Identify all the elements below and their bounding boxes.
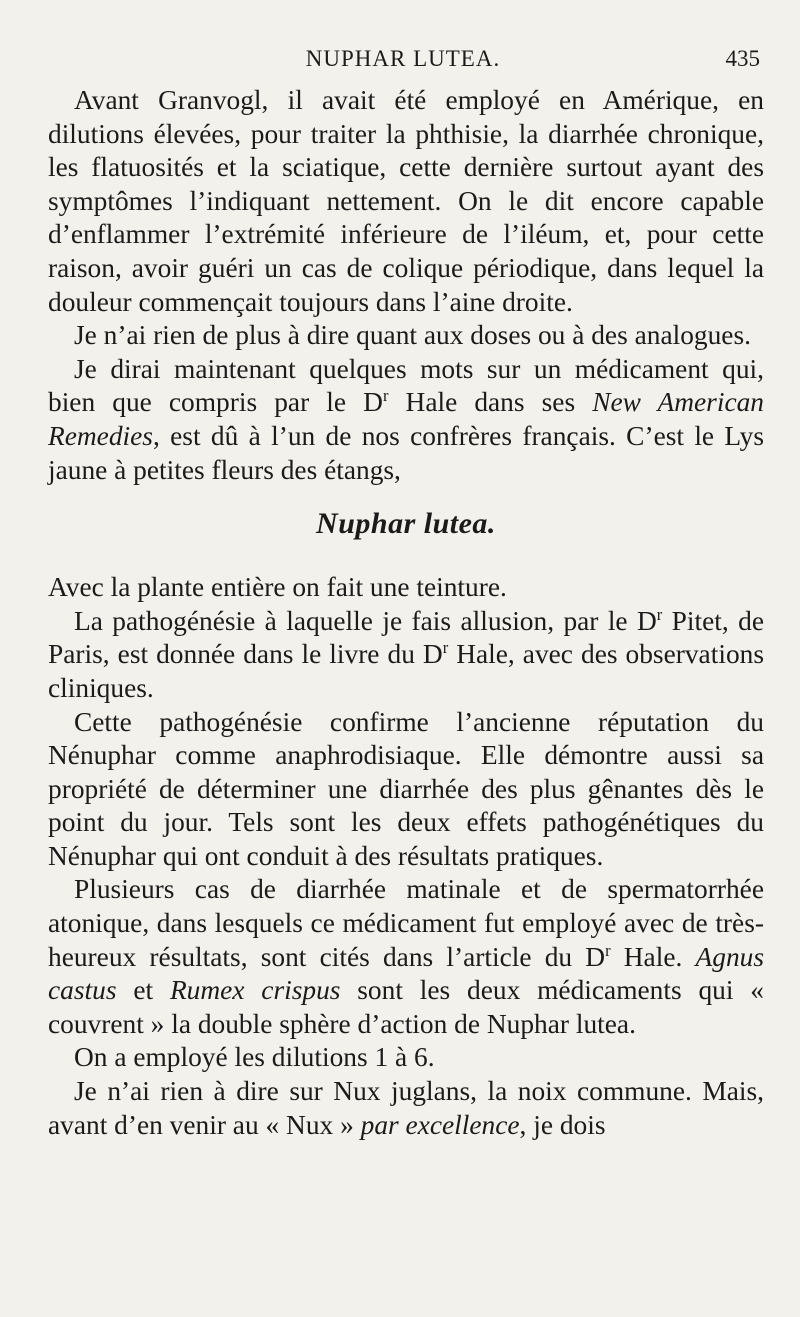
agnus-castus-italic: Agnus castus [48,941,765,1006]
running-title: NUPHAR LUTEA. [305,46,501,71]
book-title-italic: New American Remedies [48,387,765,451]
paragraph-dilutions: On a employé les dilutions 1 à 6. [74,1042,435,1073]
rumex-crispus-italic: Rumex crispus [169,975,341,1006]
paragraph-diarrhee: Plusieurs cas de diarrhée matinale et de spermatorrhée atonique, dans lesquels ce médicament fut employé avec de très-heureux résultats, sont cités dans l’article du $D^r$ Hale. Agnus castus et Rumex crispus sont les deux médicaments qui « couvrent » la double sphère d’action de Nuphar lutea. [48,874,765,1039]
paragraph-new-medicine: Je dirai maintenant quelques mots sur un médicament qui, bien que compris par le $D^r$ Hale dans ses New American Remedies, est dû à l’un de nos confrères français. C’est le Lys jaune à petites fleurs des étangs, [48,353,765,485]
page-number: 435 [725,46,760,71]
par-excellence-italic: par excellence [360,1109,520,1140]
paragraph-pathogenesie: La pathogénésie à laquelle je fais allusion, par le $D^r$ Pitet, de Paris, est donnée dans le livre du $D^r$ Hale, avec des observations cliniques. [48,604,764,703]
page-header [46,40,760,76]
paragraph-granvogl: Avant Granvogl, il avait été employé en Amérique, en dilutions élevées, pour traiter la phthisie, la diarrhée chronique, les flatuosités et la sciatique, cette dernière surtout ayant des symptômes l’indiquant nettement. On le dit encore capable d’enflammer l’extrémité inférieure de l’iléum, et, pour cette raison, avoir guéri un cas de colique périodique, dans lequel la douleur commençait toujours dans l’aine droite. [48,85,764,317]
paragraph-doses: Je n’ai rien de plus à dire quant aux doses ou à des analogues. [74,320,751,351]
paragraph-nux: Je n’ai rien à dire sur Nux juglans, la noix commune. Mais, avant d’en venir au « Nux » par excellence, je dois [48,1076,764,1140]
section-heading: Nuphar lutea. [316,507,496,541]
page-body [48,84,764,1142]
paragraph-teinture: Avec la plante entière on fait une teinture. [48,572,507,603]
paragraph-reputation: Cette pathogénésie confirme l’ancienne réputation du Nénuphar comme anaphrodisiaque. Elle démontre aussi sa propriété de déterminer une diarrhée des plus gênantes dès le point du jour. Tels sont les deux effets pathogénétiques du Nénuphar qui ont conduit à des résultats pratiques. [48,706,764,871]
